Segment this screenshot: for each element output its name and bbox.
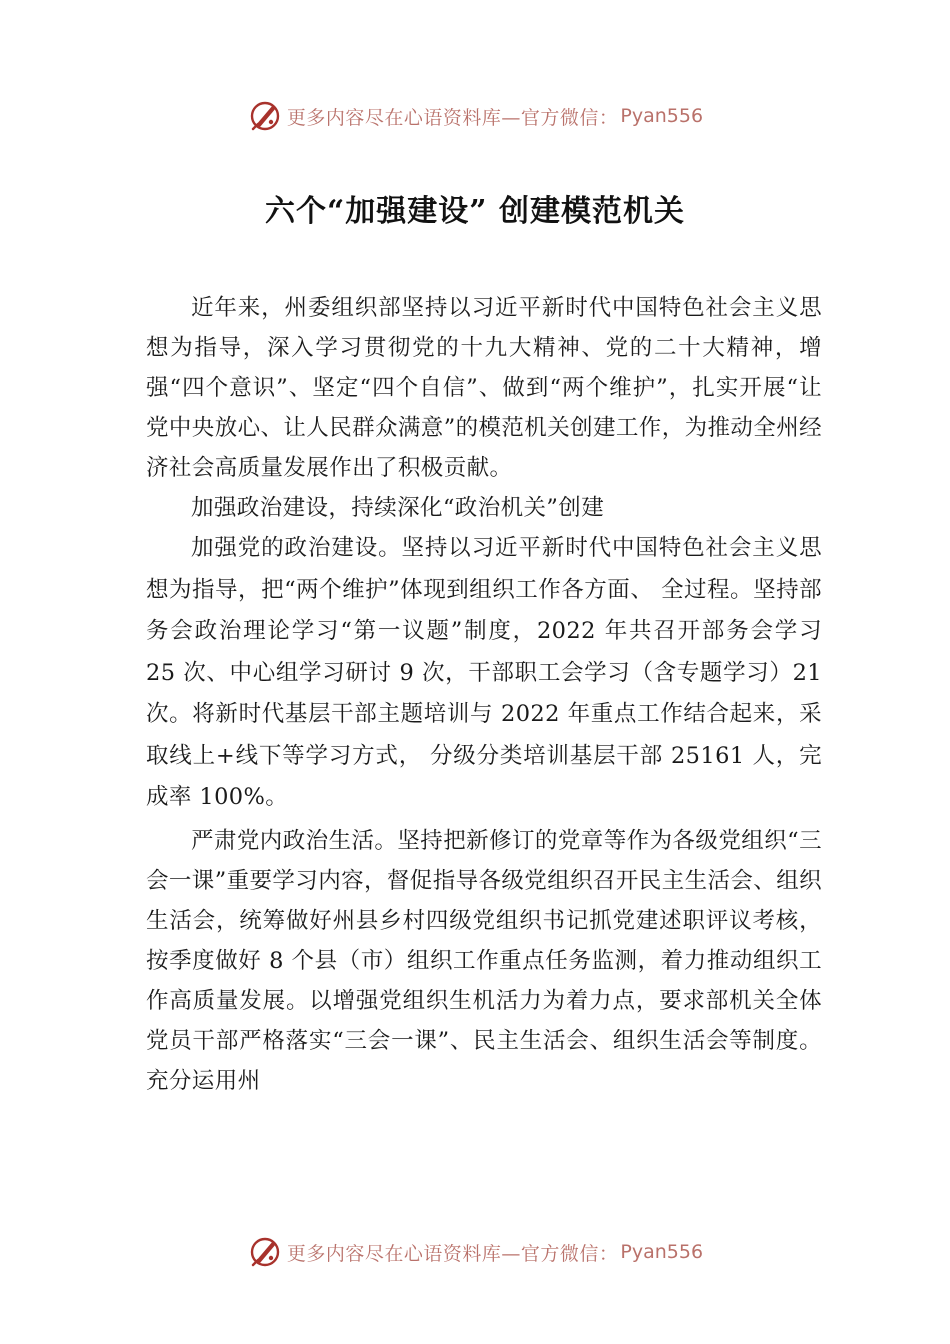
paragraph-party-life: 严肃党内政治生活。坚持把新修订的党章等作为各级党组织“三会一课”重要学习内容，督促指导各级党组织召开民主生活会、组织生活会，统筹做好州县乡村四级党组织书记抓党建述职评议考核，按季度做好 8 个县（市）组织工作重点任务监测，着力推动组织工作高质量发展。以增强党组织生机活力为着力点，要求部机关全体党员干部严格落实“三会一课”、民主生活会、组织生活会等制度。充分运用州 (146, 827, 823, 1094)
quill-logo-icon (247, 98, 283, 134)
paragraph-political-building: 加强党的政治建设。坚持以习近平新时代中国特色社会主义思想为指导，把“两个维护”体现到组织工作各方面、 全过程。坚持部务会政治理论学习“第一议题”制度，2022 年共召开部务会学习 25 次、中心组学习研讨 9 次，干部职工会学习（含专题学习）21 次。将新时代基层干部主题培训与 2022 年重点工作结合起来，采取线上+线下等学习方式， 分级分类培训基层干部 25161 人，完成率 100%。 (146, 535, 822, 810)
document-body (146, 288, 822, 1101)
footer-banner (0, 1232, 950, 1272)
paragraph-intro: 近年来，州委组织部坚持以习近平新时代中国特色社会主义思想为指导，深入学习贯彻党的十九大精神、党的二十大精神，增强“四个意识”、坚定“四个自信”、做到“两个维护”，扎实开展“让党中央放心、让人民群众满意”的模范机关创建工作，为推动全州经济社会高质量发展作出了积极贡献。 (146, 295, 823, 481)
header-wechat-id: Pyan556 (620, 105, 704, 127)
footer-banner-text: 更多内容尽在心语资料库—官方微信： (286, 1242, 619, 1265)
quill-logo-icon (247, 1234, 283, 1270)
footer-wechat-id: Pyan556 (620, 1241, 704, 1263)
header-banner-text: 更多内容尽在心语资料库—官方微信： (286, 106, 619, 129)
header-banner (0, 96, 950, 136)
section-heading-political: 加强政治建设，持续深化“政治机关”创建 (191, 495, 605, 521)
document-title: 六个“加强建设” 创建模范机关 (265, 194, 685, 229)
